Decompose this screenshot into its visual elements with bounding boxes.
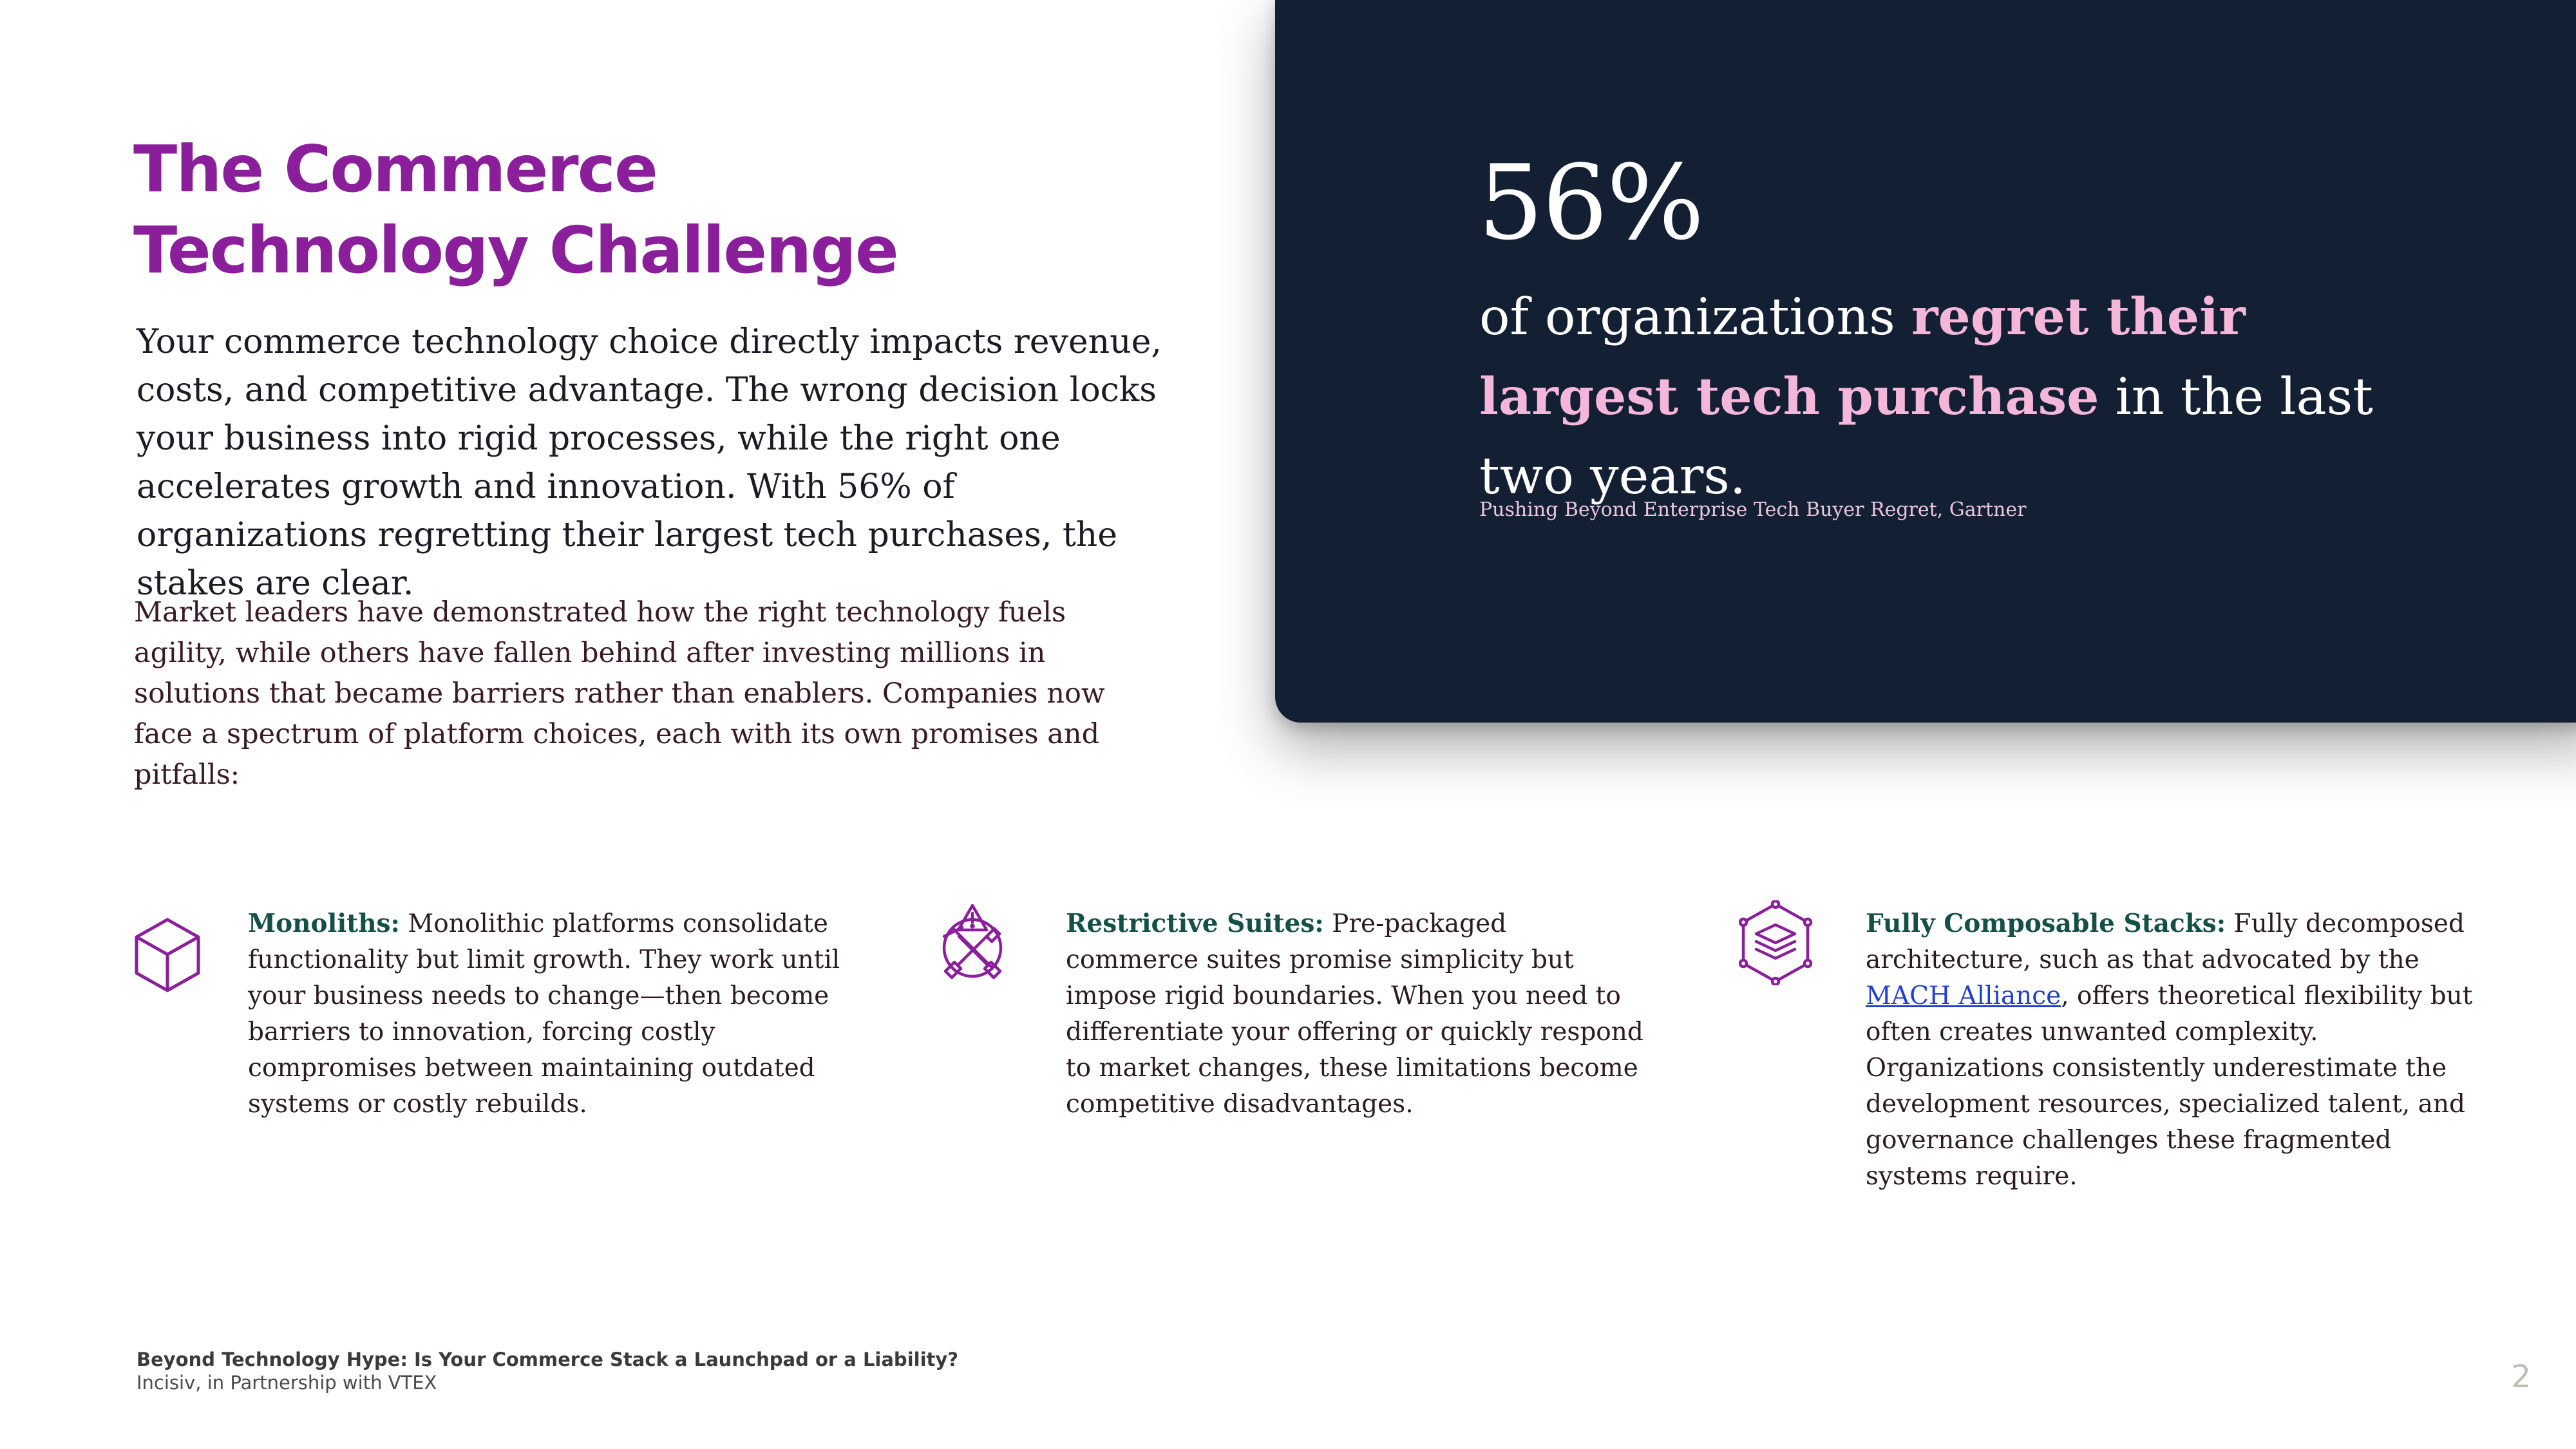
column-monoliths-text: [248, 905, 850, 1122]
page-title-line-2: Technology Challenge: [133, 213, 898, 288]
page-title-line-1: The Commerce: [133, 131, 657, 207]
body-paragraph: Market leaders have demonstrated how the right technology fuels agility, while others have fallen behind after investing millions in solutions that became barriers rather than enablers. Companies now face a spectrum of platform choices, each with its own promises and pitfalls:: [134, 596, 1105, 791]
mach-alliance-link[interactable]: MACH Alliance: [1866, 981, 2061, 1010]
column-monoliths-body: Monolithic platforms consolidate functionality but limit growth. They work until your business needs to change—then become barriers to innovation, forcing costly compromises between maintaining outdated systems or costly rebuilds.: [248, 909, 840, 1119]
stacked-layers-icon: [1739, 900, 1813, 988]
stat-value: 56%: [1478, 142, 1703, 263]
cube-icon: [132, 916, 203, 996]
restricted-tools-icon: [933, 902, 1013, 988]
intro-paragraph: Your commerce technology choice directly impacts revenue, costs, and competitive advantage. The wrong decision locks your business into rigid processes, while the right one accelerates growth and innovation. With 56% of organizations regretting their largest tech purchases, the stakes are clear.: [137, 323, 1162, 603]
stat-source: Pushing Beyond Enterprise Tech Buyer Regret, Gartner: [1479, 498, 2027, 521]
page-number: 2: [2511, 1359, 2531, 1395]
column-restrictive-suites-text: [1066, 905, 1645, 1122]
footer-subtitle: Incisiv, in Partnership with VTEX: [137, 1372, 437, 1394]
column-composable-stacks-text: [1866, 905, 2484, 1195]
column-composable-stacks-lead: Fully Composable Stacks:: [1866, 909, 2226, 938]
stat-description: [1479, 277, 2413, 516]
footer-title: Beyond Technology Hype: Is Your Commerce Stack a Launchpad or a Liability?: [137, 1349, 959, 1370]
column-restrictive-suites-lead: Restrictive Suites:: [1066, 909, 1324, 938]
stat-text-highlight: regret their largest tech purchase: [1479, 287, 2246, 426]
column-composable-stacks-body-2: , offers theoretical flexibility but often creates unwanted complexity. Organizations consistently underestimate the development resources, specialized talent, and governance challenges these fragmented systems require.: [1866, 981, 2473, 1191]
column-monoliths-lead: Monoliths:: [248, 909, 400, 938]
column-composable-stacks-body-1: Fully decomposed architecture, such as that advocated by the: [1866, 909, 2465, 974]
column-restrictive-suites-body: Pre-packaged commerce suites promise simplicity but impose rigid boundaries. When you need to differentiate your offering or quickly respond to market changes, these limitations become competitive disadvantages.: [1066, 909, 1643, 1119]
page-title: [133, 129, 1099, 291]
stat-text-before: of organizations: [1479, 287, 1911, 346]
stat-text-after: in the last two years.: [1479, 367, 2373, 506]
